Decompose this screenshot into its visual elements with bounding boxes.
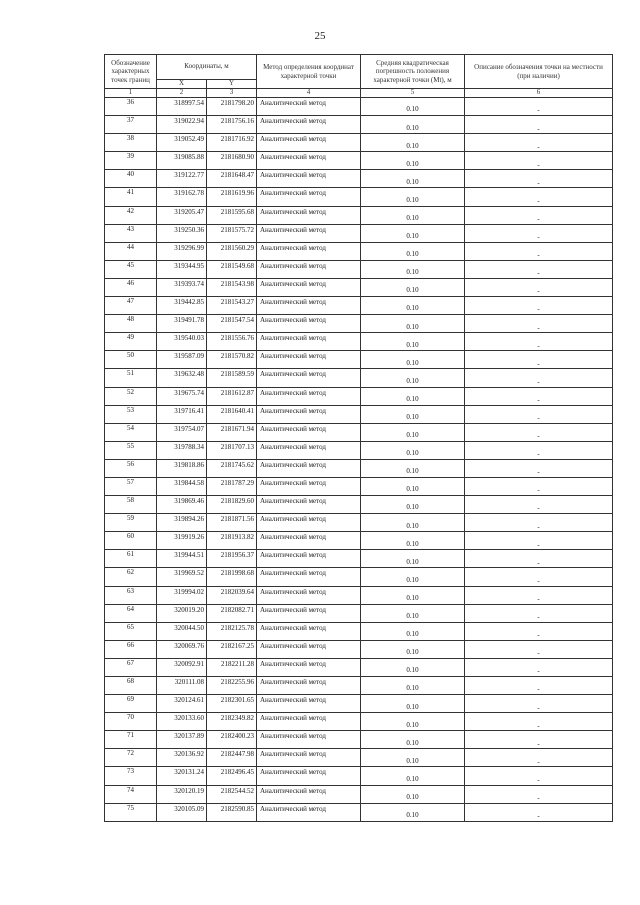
table-row <box>105 297 613 315</box>
accuracy-cell: 0.10 <box>361 695 465 713</box>
method-cell: Аналитический метод <box>257 586 361 604</box>
description-cell: - <box>465 622 613 640</box>
table-row <box>105 242 613 260</box>
table-row <box>105 134 613 152</box>
table-row <box>105 98 613 116</box>
coordinate-x: 319869.46 <box>157 496 207 514</box>
accuracy-cell: 0.10 <box>361 604 465 622</box>
table-row <box>105 803 613 821</box>
coordinate-y: 2182400.23 <box>207 731 257 749</box>
point-number: 68 <box>105 677 157 695</box>
accuracy-cell: 0.10 <box>361 459 465 477</box>
description-cell: - <box>465 677 613 695</box>
table-row <box>105 387 613 405</box>
point-number: 51 <box>105 369 157 387</box>
coordinate-y: 2181998.68 <box>207 568 257 586</box>
table-row <box>105 188 613 206</box>
coordinate-x: 320044.50 <box>157 622 207 640</box>
coordinate-y: 2181640.41 <box>207 405 257 423</box>
point-number: 40 <box>105 170 157 188</box>
accuracy-cell: 0.10 <box>361 785 465 803</box>
header-y: Y <box>207 80 257 89</box>
accuracy-cell: 0.10 <box>361 278 465 296</box>
method-cell: Аналитический метод <box>257 206 361 224</box>
coordinates-table <box>104 54 613 822</box>
method-cell: Аналитический метод <box>257 749 361 767</box>
table-row <box>105 713 613 731</box>
accuracy-cell: 0.10 <box>361 658 465 676</box>
description-cell: - <box>465 803 613 821</box>
coordinate-x: 319205.47 <box>157 206 207 224</box>
coordinate-x: 319969.52 <box>157 568 207 586</box>
coordinate-y: 2182211.28 <box>207 658 257 676</box>
point-number: 52 <box>105 387 157 405</box>
coordinate-x: 319540.03 <box>157 333 207 351</box>
point-number: 60 <box>105 532 157 550</box>
description-cell: - <box>465 713 613 731</box>
point-number: 67 <box>105 658 157 676</box>
coordinate-y: 2181595.68 <box>207 206 257 224</box>
table-row <box>105 568 613 586</box>
description-cell: - <box>465 333 613 351</box>
description-cell: - <box>465 640 613 658</box>
method-cell: Аналитический метод <box>257 188 361 206</box>
coordinate-x: 319919.26 <box>157 532 207 550</box>
table-row <box>105 369 613 387</box>
table-row <box>105 477 613 495</box>
accuracy-cell: 0.10 <box>361 116 465 134</box>
accuracy-cell: 0.10 <box>361 206 465 224</box>
point-number: 53 <box>105 405 157 423</box>
coordinate-y: 2182349.82 <box>207 713 257 731</box>
method-cell: Аналитический метод <box>257 369 361 387</box>
point-number: 65 <box>105 622 157 640</box>
header-x: X <box>157 80 207 89</box>
coordinate-y: 2181829.60 <box>207 496 257 514</box>
point-number: 64 <box>105 604 157 622</box>
coordinate-x: 319085.88 <box>157 152 207 170</box>
description-cell: - <box>465 170 613 188</box>
accuracy-cell: 0.10 <box>361 441 465 459</box>
point-number: 38 <box>105 134 157 152</box>
point-number: 59 <box>105 514 157 532</box>
coordinate-y: 2181575.72 <box>207 224 257 242</box>
coordinate-x: 320120.19 <box>157 785 207 803</box>
description-cell: - <box>465 260 613 278</box>
coordinate-y: 2181956.37 <box>207 550 257 568</box>
coordinate-y: 2181570.82 <box>207 351 257 369</box>
method-cell: Аналитический метод <box>257 260 361 278</box>
coordinate-y: 2182447.98 <box>207 749 257 767</box>
table-row <box>105 640 613 658</box>
table-row <box>105 206 613 224</box>
description-cell: - <box>465 297 613 315</box>
coordinate-y: 2181589.59 <box>207 369 257 387</box>
coordinate-x: 320092.91 <box>157 658 207 676</box>
coordinate-y: 2181871.56 <box>207 514 257 532</box>
coordinate-y: 2181787.29 <box>207 477 257 495</box>
coordinate-y: 2181798.20 <box>207 98 257 116</box>
coordinate-x: 319788.34 <box>157 441 207 459</box>
coordinate-y: 2181556.76 <box>207 333 257 351</box>
description-cell: - <box>465 496 613 514</box>
table-row <box>105 658 613 676</box>
accuracy-cell: 0.10 <box>361 731 465 749</box>
point-number: 37 <box>105 116 157 134</box>
method-cell: Аналитический метод <box>257 134 361 152</box>
accuracy-cell: 0.10 <box>361 224 465 242</box>
description-cell: - <box>465 351 613 369</box>
method-cell: Аналитический метод <box>257 333 361 351</box>
table-row <box>105 695 613 713</box>
point-number: 54 <box>105 423 157 441</box>
coordinate-x: 318997.54 <box>157 98 207 116</box>
point-number: 62 <box>105 568 157 586</box>
method-cell: Аналитический метод <box>257 514 361 532</box>
accuracy-cell: 0.10 <box>361 568 465 586</box>
coordinate-x: 319022.94 <box>157 116 207 134</box>
table-row <box>105 550 613 568</box>
point-number: 41 <box>105 188 157 206</box>
coordinate-x: 319754.07 <box>157 423 207 441</box>
method-cell: Аналитический метод <box>257 713 361 731</box>
point-number: 42 <box>105 206 157 224</box>
method-cell: Аналитический метод <box>257 785 361 803</box>
accuracy-cell: 0.10 <box>361 315 465 333</box>
method-cell: Аналитический метод <box>257 387 361 405</box>
accuracy-cell: 0.10 <box>361 387 465 405</box>
point-number: 47 <box>105 297 157 315</box>
point-number: 74 <box>105 785 157 803</box>
table-row <box>105 441 613 459</box>
description-cell: - <box>465 695 613 713</box>
method-cell: Аналитический метод <box>257 550 361 568</box>
coordinate-x: 319162.78 <box>157 188 207 206</box>
coordinate-x: 320124.61 <box>157 695 207 713</box>
table-row <box>105 315 613 333</box>
description-cell: - <box>465 98 613 116</box>
method-cell: Аналитический метод <box>257 98 361 116</box>
accuracy-cell: 0.10 <box>361 550 465 568</box>
accuracy-cell: 0.10 <box>361 586 465 604</box>
accuracy-cell: 0.10 <box>361 98 465 116</box>
description-cell: - <box>465 785 613 803</box>
method-cell: Аналитический метод <box>257 242 361 260</box>
description-cell: - <box>465 568 613 586</box>
point-number: 70 <box>105 713 157 731</box>
description-cell: - <box>465 206 613 224</box>
method-cell: Аналитический метод <box>257 803 361 821</box>
coordinate-x: 319052.49 <box>157 134 207 152</box>
coordinate-x: 320137.89 <box>157 731 207 749</box>
method-cell: Аналитический метод <box>257 677 361 695</box>
method-cell: Аналитический метод <box>257 152 361 170</box>
coordinate-x: 320105.09 <box>157 803 207 821</box>
column-index: 6 <box>465 89 613 98</box>
coordinate-y: 2181619.96 <box>207 188 257 206</box>
accuracy-cell: 0.10 <box>361 423 465 441</box>
accuracy-cell: 0.10 <box>361 496 465 514</box>
header-description: Описание обозначения точки на местности (при наличии) <box>465 55 613 89</box>
coordinate-y: 2181756.16 <box>207 116 257 134</box>
accuracy-cell: 0.10 <box>361 134 465 152</box>
coordinate-y: 2181648.47 <box>207 170 257 188</box>
accuracy-cell: 0.10 <box>361 640 465 658</box>
coordinate-y: 2181612.87 <box>207 387 257 405</box>
column-index: 3 <box>207 89 257 98</box>
method-cell: Аналитический метод <box>257 459 361 477</box>
point-number: 45 <box>105 260 157 278</box>
accuracy-cell: 0.10 <box>361 242 465 260</box>
point-number: 39 <box>105 152 157 170</box>
coordinate-x: 319716.41 <box>157 405 207 423</box>
column-index: 1 <box>105 89 157 98</box>
table-row <box>105 224 613 242</box>
accuracy-cell: 0.10 <box>361 767 465 785</box>
point-number: 73 <box>105 767 157 785</box>
point-number: 58 <box>105 496 157 514</box>
table-header <box>105 55 613 98</box>
header-point-designation: Обозначение характерных точек границ <box>105 55 157 89</box>
table-row <box>105 586 613 604</box>
coordinate-x: 319122.77 <box>157 170 207 188</box>
method-cell: Аналитический метод <box>257 496 361 514</box>
method-cell: Аналитический метод <box>257 441 361 459</box>
method-cell: Аналитический метод <box>257 315 361 333</box>
point-number: 72 <box>105 749 157 767</box>
method-cell: Аналитический метод <box>257 297 361 315</box>
table-row <box>105 622 613 640</box>
accuracy-cell: 0.10 <box>361 152 465 170</box>
coordinate-x: 320131.24 <box>157 767 207 785</box>
column-index: 5 <box>361 89 465 98</box>
table-row <box>105 749 613 767</box>
coordinate-x: 319675.74 <box>157 387 207 405</box>
point-number: 48 <box>105 315 157 333</box>
table-row <box>105 260 613 278</box>
method-cell: Аналитический метод <box>257 423 361 441</box>
description-cell: - <box>465 134 613 152</box>
coordinate-x: 319894.26 <box>157 514 207 532</box>
header-method: Метод определения координат характерной точки <box>257 55 361 89</box>
table-row <box>105 459 613 477</box>
table-row <box>105 116 613 134</box>
point-number: 57 <box>105 477 157 495</box>
table-row <box>105 423 613 441</box>
coordinate-x: 319442.85 <box>157 297 207 315</box>
method-cell: Аналитический метод <box>257 278 361 296</box>
description-cell: - <box>465 188 613 206</box>
accuracy-cell: 0.10 <box>361 188 465 206</box>
point-number: 55 <box>105 441 157 459</box>
method-cell: Аналитический метод <box>257 170 361 188</box>
point-number: 71 <box>105 731 157 749</box>
coordinate-y: 2182544.52 <box>207 785 257 803</box>
coordinate-y: 2182496.45 <box>207 767 257 785</box>
method-cell: Аналитический метод <box>257 568 361 586</box>
accuracy-cell: 0.10 <box>361 351 465 369</box>
accuracy-cell: 0.10 <box>361 532 465 550</box>
description-cell: - <box>465 586 613 604</box>
table-body <box>105 98 613 822</box>
table-row <box>105 333 613 351</box>
accuracy-cell: 0.10 <box>361 170 465 188</box>
description-cell: - <box>465 767 613 785</box>
coordinate-y: 2182590.85 <box>207 803 257 821</box>
coordinate-x: 319632.48 <box>157 369 207 387</box>
method-cell: Аналитический метод <box>257 116 361 134</box>
description-cell: - <box>465 658 613 676</box>
method-cell: Аналитический метод <box>257 767 361 785</box>
column-index-row <box>105 89 613 98</box>
description-cell: - <box>465 369 613 387</box>
description-cell: - <box>465 749 613 767</box>
table-row <box>105 152 613 170</box>
description-cell: - <box>465 224 613 242</box>
coordinate-x: 319393.74 <box>157 278 207 296</box>
coordinate-y: 2181543.27 <box>207 297 257 315</box>
point-number: 44 <box>105 242 157 260</box>
header-coordinates: Координаты, м <box>157 55 257 80</box>
description-cell: - <box>465 532 613 550</box>
method-cell: Аналитический метод <box>257 640 361 658</box>
method-cell: Аналитический метод <box>257 405 361 423</box>
description-cell: - <box>465 550 613 568</box>
point-number: 46 <box>105 278 157 296</box>
accuracy-cell: 0.10 <box>361 297 465 315</box>
coordinate-x: 319344.95 <box>157 260 207 278</box>
coordinate-y: 2182125.78 <box>207 622 257 640</box>
accuracy-cell: 0.10 <box>361 333 465 351</box>
description-cell: - <box>465 387 613 405</box>
method-cell: Аналитический метод <box>257 477 361 495</box>
table-row <box>105 677 613 695</box>
description-cell: - <box>465 514 613 532</box>
coordinate-y: 2181560.29 <box>207 242 257 260</box>
point-number: 36 <box>105 98 157 116</box>
coordinate-y: 2182082.71 <box>207 604 257 622</box>
description-cell: - <box>465 423 613 441</box>
table-row <box>105 514 613 532</box>
method-cell: Аналитический метод <box>257 622 361 640</box>
table-row <box>105 496 613 514</box>
table-row <box>105 170 613 188</box>
description-cell: - <box>465 116 613 134</box>
method-cell: Аналитический метод <box>257 695 361 713</box>
page-number: 25 <box>314 30 326 42</box>
table-row <box>105 731 613 749</box>
description-cell: - <box>465 405 613 423</box>
coordinate-y: 2182167.25 <box>207 640 257 658</box>
coordinate-y: 2181543.98 <box>207 278 257 296</box>
coordinate-x: 320069.76 <box>157 640 207 658</box>
column-index: 4 <box>257 89 361 98</box>
table-row <box>105 767 613 785</box>
point-number: 56 <box>105 459 157 477</box>
coordinate-y: 2181745.62 <box>207 459 257 477</box>
coordinate-y: 2181680.90 <box>207 152 257 170</box>
coordinate-y: 2182301.65 <box>207 695 257 713</box>
description-cell: - <box>465 242 613 260</box>
description-cell: - <box>465 604 613 622</box>
coordinate-x: 319944.51 <box>157 550 207 568</box>
column-index: 2 <box>157 89 207 98</box>
coordinate-x: 320019.20 <box>157 604 207 622</box>
description-cell: - <box>465 477 613 495</box>
coordinate-x: 319296.99 <box>157 242 207 260</box>
method-cell: Аналитический метод <box>257 658 361 676</box>
table-row <box>105 785 613 803</box>
accuracy-cell: 0.10 <box>361 749 465 767</box>
header-accuracy: Средняя квадратическая погрешность положения характерной точки (Mt), м <box>361 55 465 89</box>
accuracy-cell: 0.10 <box>361 803 465 821</box>
coordinate-y: 2181913.82 <box>207 532 257 550</box>
point-number: 63 <box>105 586 157 604</box>
point-number: 61 <box>105 550 157 568</box>
description-cell: - <box>465 278 613 296</box>
coordinate-x: 320133.60 <box>157 713 207 731</box>
description-cell: - <box>465 731 613 749</box>
accuracy-cell: 0.10 <box>361 713 465 731</box>
point-number: 50 <box>105 351 157 369</box>
method-cell: Аналитический метод <box>257 351 361 369</box>
coordinate-x: 319491.78 <box>157 315 207 333</box>
accuracy-cell: 0.10 <box>361 369 465 387</box>
description-cell: - <box>465 459 613 477</box>
coordinate-y: 2181549.68 <box>207 260 257 278</box>
point-number: 66 <box>105 640 157 658</box>
coordinate-x: 319818.86 <box>157 459 207 477</box>
coordinate-y: 2181671.94 <box>207 423 257 441</box>
coordinate-y: 2181547.54 <box>207 315 257 333</box>
method-cell: Аналитический метод <box>257 604 361 622</box>
description-cell: - <box>465 315 613 333</box>
method-cell: Аналитический метод <box>257 532 361 550</box>
point-number: 43 <box>105 224 157 242</box>
coordinate-x: 319587.09 <box>157 351 207 369</box>
table-row <box>105 351 613 369</box>
table-row <box>105 604 613 622</box>
coordinate-x: 320136.92 <box>157 749 207 767</box>
accuracy-cell: 0.10 <box>361 477 465 495</box>
table-row <box>105 405 613 423</box>
description-cell: - <box>465 152 613 170</box>
coordinate-y: 2181707.13 <box>207 441 257 459</box>
accuracy-cell: 0.10 <box>361 514 465 532</box>
coordinate-x: 320111.08 <box>157 677 207 695</box>
description-cell: - <box>465 441 613 459</box>
coordinate-x: 319994.02 <box>157 586 207 604</box>
point-number: 49 <box>105 333 157 351</box>
coordinate-x: 319250.36 <box>157 224 207 242</box>
accuracy-cell: 0.10 <box>361 405 465 423</box>
table-row <box>105 532 613 550</box>
accuracy-cell: 0.10 <box>361 677 465 695</box>
accuracy-cell: 0.10 <box>361 622 465 640</box>
coordinate-y: 2182039.64 <box>207 586 257 604</box>
method-cell: Аналитический метод <box>257 731 361 749</box>
accuracy-cell: 0.10 <box>361 260 465 278</box>
table-row <box>105 278 613 296</box>
coordinate-y: 2182255.96 <box>207 677 257 695</box>
coordinate-x: 319844.58 <box>157 477 207 495</box>
method-cell: Аналитический метод <box>257 224 361 242</box>
coordinate-y: 2181716.92 <box>207 134 257 152</box>
point-number: 69 <box>105 695 157 713</box>
point-number: 75 <box>105 803 157 821</box>
